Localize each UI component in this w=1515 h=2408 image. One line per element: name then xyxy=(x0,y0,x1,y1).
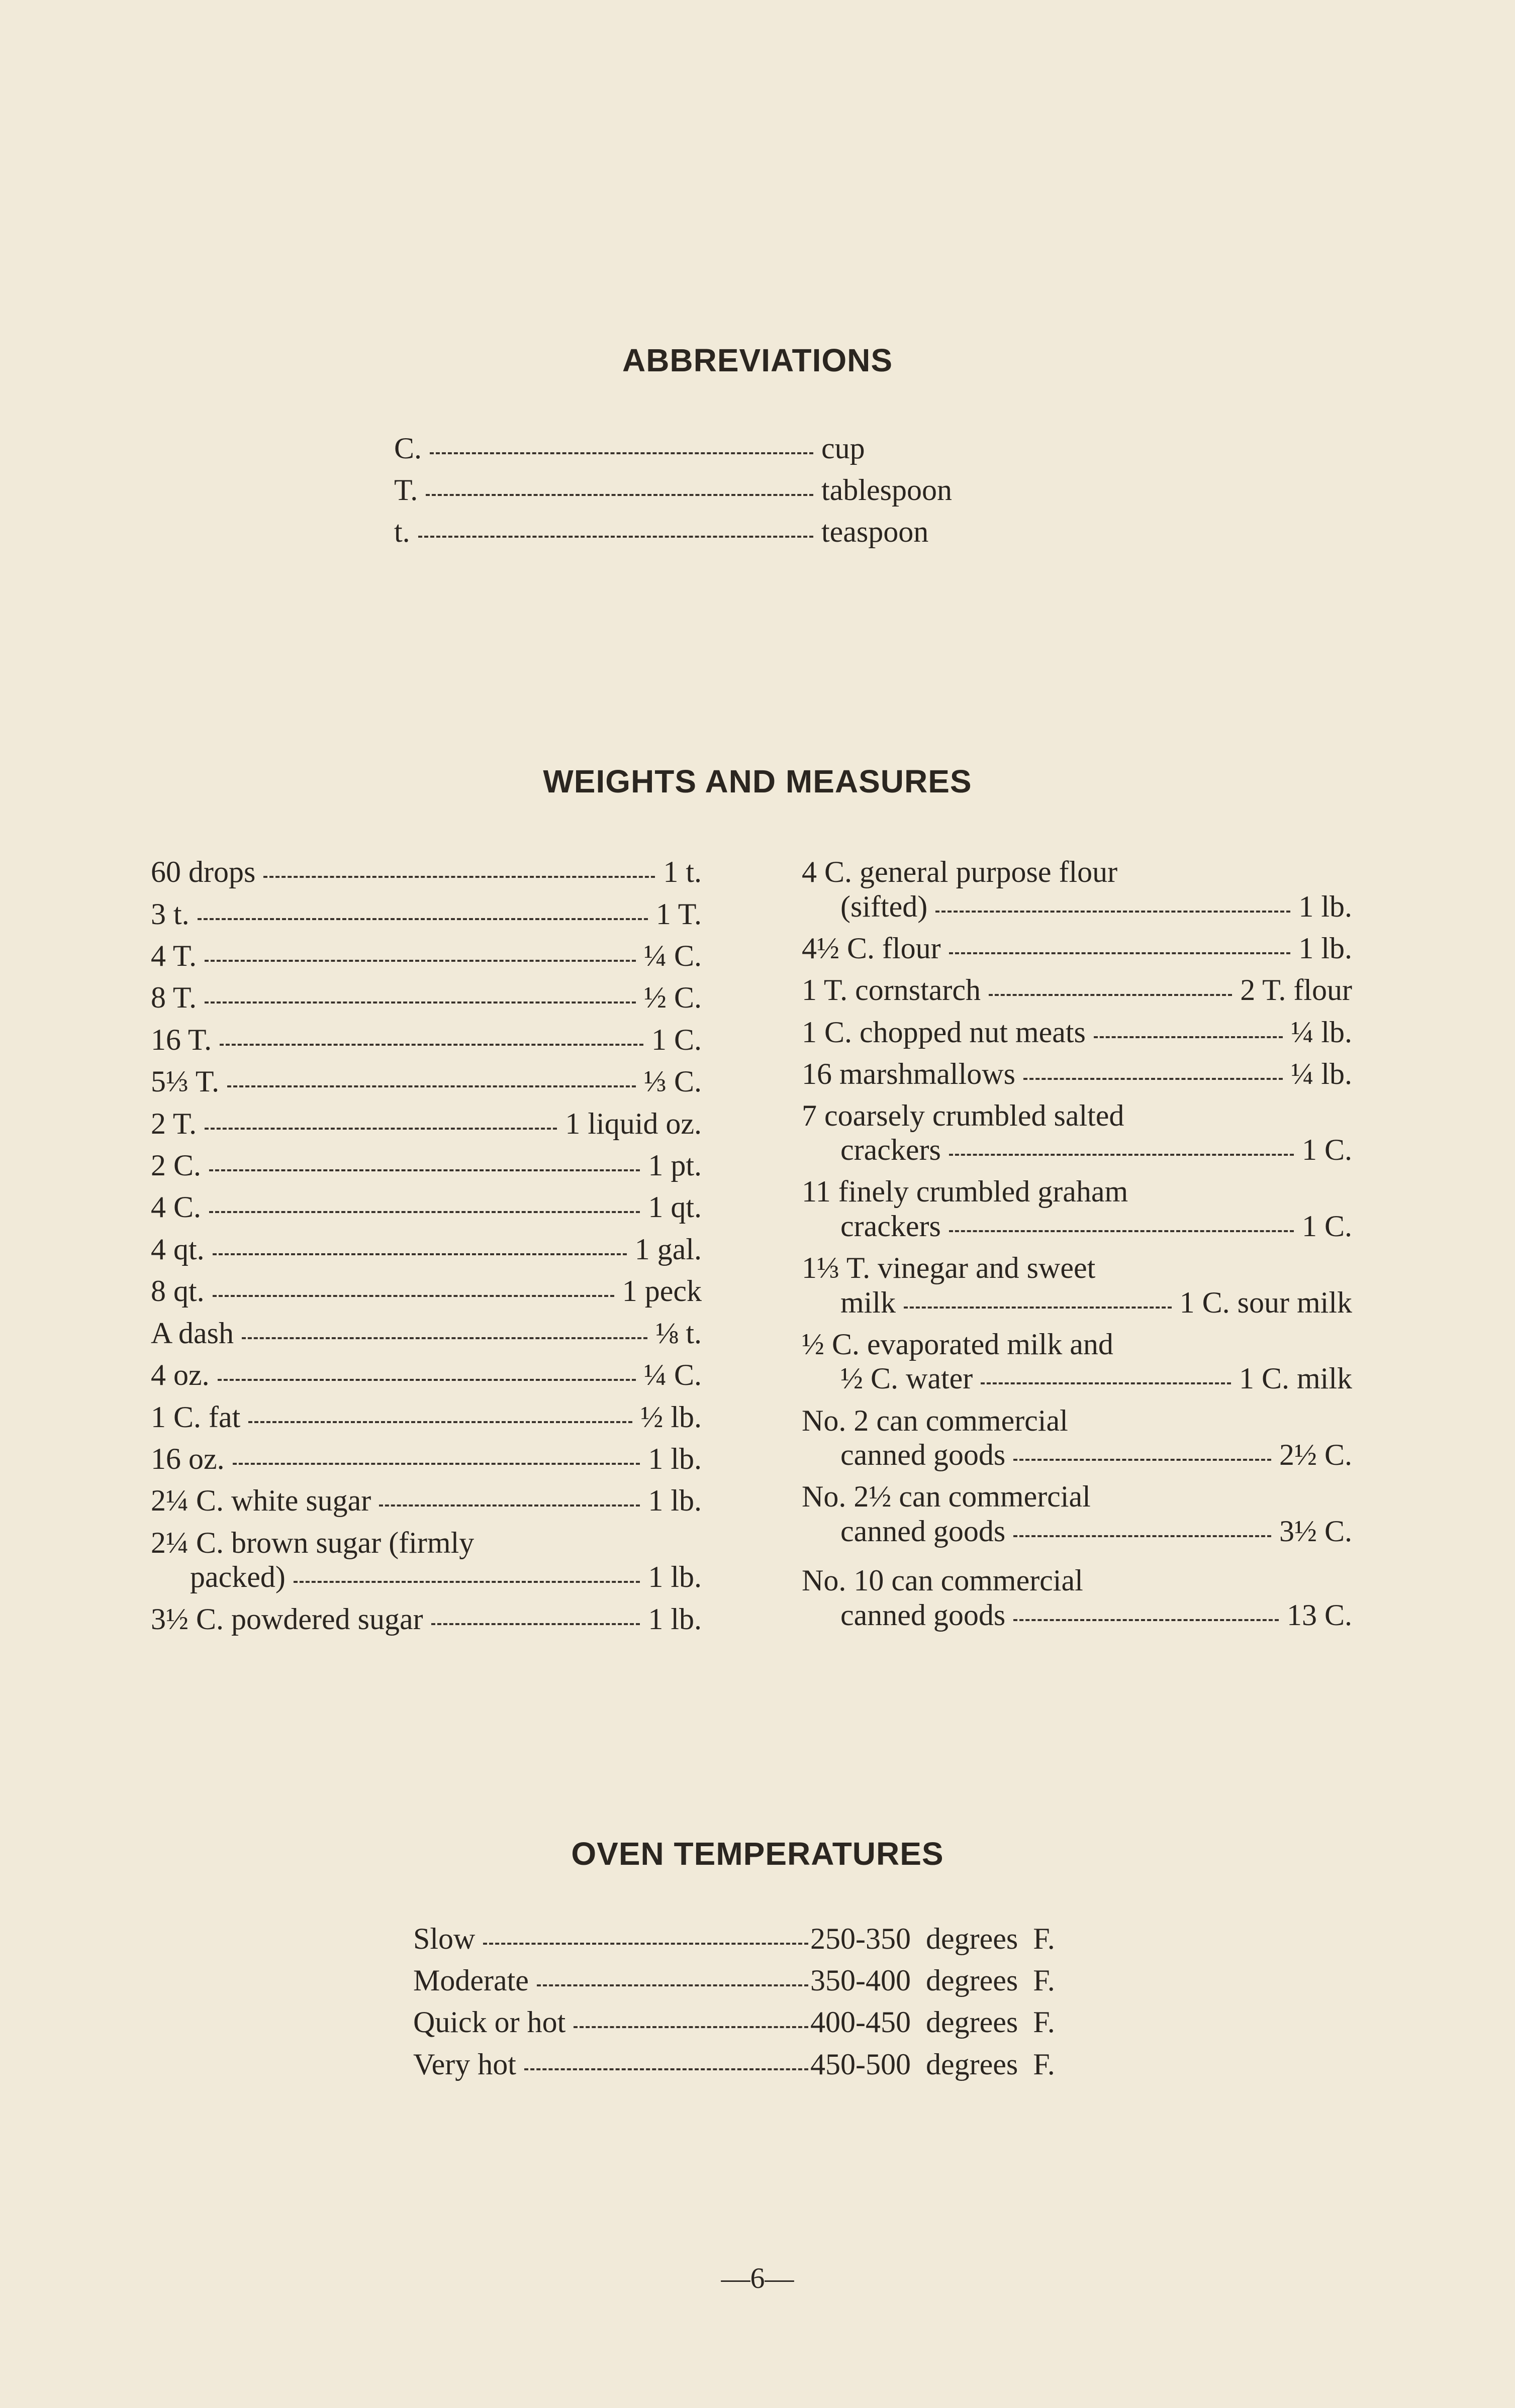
measure-label: 8 qt. xyxy=(151,1274,205,1308)
leader-dots xyxy=(418,534,813,538)
measure-label: 4 oz. xyxy=(151,1358,210,1391)
leader-dots xyxy=(205,1000,636,1004)
abbreviations-heading: ABBREVIATIONS xyxy=(622,342,893,378)
leader-dots xyxy=(949,951,1291,954)
oven-label: Quick or hot xyxy=(413,2005,566,2039)
measure-value: ¼ C. xyxy=(643,1358,702,1391)
leader-dots xyxy=(209,1210,640,1213)
measure-label: 2 T. xyxy=(151,1107,197,1140)
abbreviation-meaning: teaspoon xyxy=(821,515,929,548)
measure-label: 3½ C. powdered sugar xyxy=(151,1602,423,1636)
measure-label: crackers xyxy=(840,1210,941,1243)
measure-value: 1 lb. xyxy=(648,1560,702,1593)
measure-label: 2 C. xyxy=(151,1149,202,1182)
measure-row xyxy=(151,1025,702,1055)
abbreviation-row xyxy=(394,517,982,547)
oven-label: Moderate xyxy=(413,1964,529,1997)
measure-label: 60 drops xyxy=(151,855,256,888)
leader-dots xyxy=(205,958,636,962)
abbreviation-meaning: tablespoon xyxy=(821,473,952,507)
abbreviation-term: T. xyxy=(394,473,418,507)
measure-row xyxy=(802,975,1352,1005)
leader-dots xyxy=(574,2025,808,2028)
measure-value: ¼ C. xyxy=(643,939,702,972)
leader-dots xyxy=(294,1579,640,1583)
measure-value: 1 C. sour milk xyxy=(1179,1286,1352,1319)
leader-dots xyxy=(248,1420,632,1423)
measure-value: 3½ C. xyxy=(1279,1515,1352,1548)
measure-value: 1 lb. xyxy=(648,1484,702,1517)
measure-label: milk xyxy=(840,1286,896,1319)
measure-value: 1 lb. xyxy=(648,1442,702,1475)
measure-label: 4 C. xyxy=(151,1190,202,1224)
measure-first-line: No. 2 can commercial xyxy=(802,1404,1068,1437)
measure-row xyxy=(840,1363,1352,1393)
measure-value: 1 lb. xyxy=(1298,932,1352,965)
measure-first-line: 2¼ C. brown sugar (firmly xyxy=(151,1526,475,1559)
measure-value: ¼ lb. xyxy=(1291,1057,1352,1090)
measure-row xyxy=(151,1192,702,1222)
leader-dots xyxy=(537,1983,808,1986)
oven-row xyxy=(413,2049,1122,2079)
measure-label: 1 T. cornstarch xyxy=(802,973,981,1007)
measure-value: 1 peck xyxy=(622,1274,702,1308)
leader-dots xyxy=(426,492,813,496)
oven-temperatures-heading: OVEN TEMPERATURES xyxy=(571,1836,944,1872)
measure-row xyxy=(840,891,1352,922)
measure-label: packed) xyxy=(190,1560,286,1593)
measure-label: 1 C. fat xyxy=(151,1400,241,1434)
measure-row xyxy=(151,1402,702,1432)
measure-first-line: No. 2½ can commercial xyxy=(802,1480,1091,1513)
weights-measures-heading: WEIGHTS AND MEASURES xyxy=(543,763,972,799)
measure-label: ½ C. water xyxy=(840,1362,973,1395)
measure-first-line: 11 finely crumbled graham xyxy=(802,1175,1128,1208)
leader-dots xyxy=(1094,1035,1283,1038)
measure-value: ½ C. xyxy=(643,981,702,1014)
leader-dots xyxy=(227,1084,636,1087)
measure-row xyxy=(151,1485,702,1516)
page-number: —6— xyxy=(721,2262,794,2294)
measure-value: 1 pt. xyxy=(648,1149,702,1182)
leader-dots xyxy=(430,451,813,454)
leader-dots xyxy=(981,1381,1231,1384)
measure-value: 2 T. flour xyxy=(1240,973,1352,1007)
measure-row xyxy=(151,941,702,971)
leader-dots xyxy=(431,1622,640,1625)
measure-value: 1 C. xyxy=(1301,1133,1352,1166)
measure-label: canned goods xyxy=(840,1438,1006,1471)
leader-dots xyxy=(904,1305,1172,1309)
oven-value: 400-450 degrees F. xyxy=(810,2005,1055,2039)
measure-row xyxy=(802,1017,1352,1047)
measure-label: 1 C. chopped nut meats xyxy=(802,1016,1086,1049)
leader-dots xyxy=(213,1252,627,1255)
leader-dots xyxy=(949,1229,1294,1232)
measure-label: 4 T. xyxy=(151,939,197,972)
measure-label: crackers xyxy=(840,1133,941,1166)
measure-label: 2¼ C. white sugar xyxy=(151,1484,371,1517)
measure-value: 1 lb. xyxy=(1298,890,1352,923)
abbreviation-term: t. xyxy=(394,515,410,548)
leader-dots xyxy=(209,1168,640,1171)
leader-dots xyxy=(205,1126,557,1130)
leader-dots xyxy=(949,1152,1294,1156)
measure-row xyxy=(840,1287,1352,1318)
leader-dots xyxy=(483,1941,808,1945)
measure-row xyxy=(190,1562,702,1592)
measure-value: ½ lb. xyxy=(640,1400,702,1434)
measure-value: 1 C. xyxy=(651,1023,702,1056)
measure-label: (sifted) xyxy=(840,890,928,923)
oven-value: 350-400 degrees F. xyxy=(810,1964,1055,1997)
measure-row xyxy=(151,1150,702,1180)
measure-value: 1 t. xyxy=(663,855,702,888)
measure-row xyxy=(151,1604,702,1634)
measure-label: 8 T. xyxy=(151,981,197,1014)
measure-value: ⅛ t. xyxy=(655,1317,702,1350)
measure-value: ⅓ C. xyxy=(643,1065,702,1098)
oven-row xyxy=(413,1965,1122,1995)
oven-value: 450-500 degrees F. xyxy=(810,2048,1055,2081)
leader-dots xyxy=(524,2067,808,2070)
leader-dots xyxy=(242,1336,647,1339)
measure-first-line: 4 C. general purpose flour xyxy=(802,855,1118,888)
measure-row xyxy=(151,1109,702,1139)
leader-dots xyxy=(263,874,655,878)
leader-dots xyxy=(935,909,1290,913)
oven-value: 250-350 degrees F. xyxy=(810,1922,1055,1955)
measure-row xyxy=(840,1516,1352,1546)
measure-value: 1 qt. xyxy=(648,1190,702,1224)
measure-first-line: 7 coarsely crumbled salted xyxy=(802,1099,1124,1132)
leader-dots xyxy=(989,992,1232,996)
abbreviation-row xyxy=(394,433,982,463)
measure-row xyxy=(151,1234,702,1264)
measure-value: 1 lb. xyxy=(648,1602,702,1636)
measure-value: 2½ C. xyxy=(1279,1438,1352,1471)
abbreviation-row xyxy=(394,475,982,505)
measure-row xyxy=(151,1360,702,1390)
leader-dots xyxy=(379,1503,640,1507)
measure-row xyxy=(840,1600,1352,1630)
measure-row xyxy=(151,857,702,887)
measure-row xyxy=(840,1135,1352,1165)
leader-dots xyxy=(1013,1457,1271,1461)
measure-value: 1 liquid oz. xyxy=(565,1107,702,1140)
measure-row xyxy=(151,1276,702,1306)
leader-dots xyxy=(198,917,648,920)
leader-dots xyxy=(213,1293,614,1297)
measure-label: 16 marshmallows xyxy=(802,1057,1015,1090)
leader-dots xyxy=(220,1042,643,1046)
measure-value: 1 C. xyxy=(1301,1210,1352,1243)
measure-value: 1 gal. xyxy=(634,1233,702,1266)
measure-row xyxy=(151,982,702,1013)
oven-label: Slow xyxy=(413,1922,476,1955)
measure-label: 16 oz. xyxy=(151,1442,225,1475)
leader-dots xyxy=(1023,1076,1283,1080)
measure-label: 16 T. xyxy=(151,1023,212,1056)
measure-value: 1 T. xyxy=(655,897,702,931)
measure-row xyxy=(151,1066,702,1096)
measure-label: canned goods xyxy=(840,1515,1006,1548)
measure-row xyxy=(802,933,1352,963)
leader-dots xyxy=(1013,1618,1279,1621)
measure-label: canned goods xyxy=(840,1598,1006,1632)
measure-value: ¼ lb. xyxy=(1291,1016,1352,1049)
measure-row xyxy=(802,1059,1352,1089)
abbreviation-meaning: cup xyxy=(821,432,865,465)
measure-label: A dash xyxy=(151,1317,234,1350)
measure-row xyxy=(840,1211,1352,1241)
measure-value: 13 C. xyxy=(1286,1598,1352,1632)
measure-first-line: No. 10 can commercial xyxy=(802,1564,1083,1597)
measure-first-line: 1⅓ T. vinegar and sweet xyxy=(802,1251,1096,1284)
measure-label: 4½ C. flour xyxy=(802,932,941,965)
oven-row xyxy=(413,2007,1122,2037)
oven-row xyxy=(413,1924,1122,1954)
measure-first-line: ½ C. evaporated milk and xyxy=(802,1328,1113,1361)
measure-label: 3 t. xyxy=(151,897,190,931)
measure-row xyxy=(151,899,702,929)
measure-label: 4 qt. xyxy=(151,1233,205,1266)
measure-label: 5⅓ T. xyxy=(151,1065,220,1098)
leader-dots xyxy=(1013,1534,1271,1537)
measure-row xyxy=(151,1444,702,1474)
measure-row xyxy=(151,1318,702,1348)
leader-dots xyxy=(233,1461,640,1465)
measure-value: 1 C. milk xyxy=(1239,1362,1352,1395)
measure-row xyxy=(840,1440,1352,1470)
abbreviation-term: C. xyxy=(394,432,422,465)
leader-dots xyxy=(218,1377,636,1381)
oven-label: Very hot xyxy=(413,2048,516,2081)
